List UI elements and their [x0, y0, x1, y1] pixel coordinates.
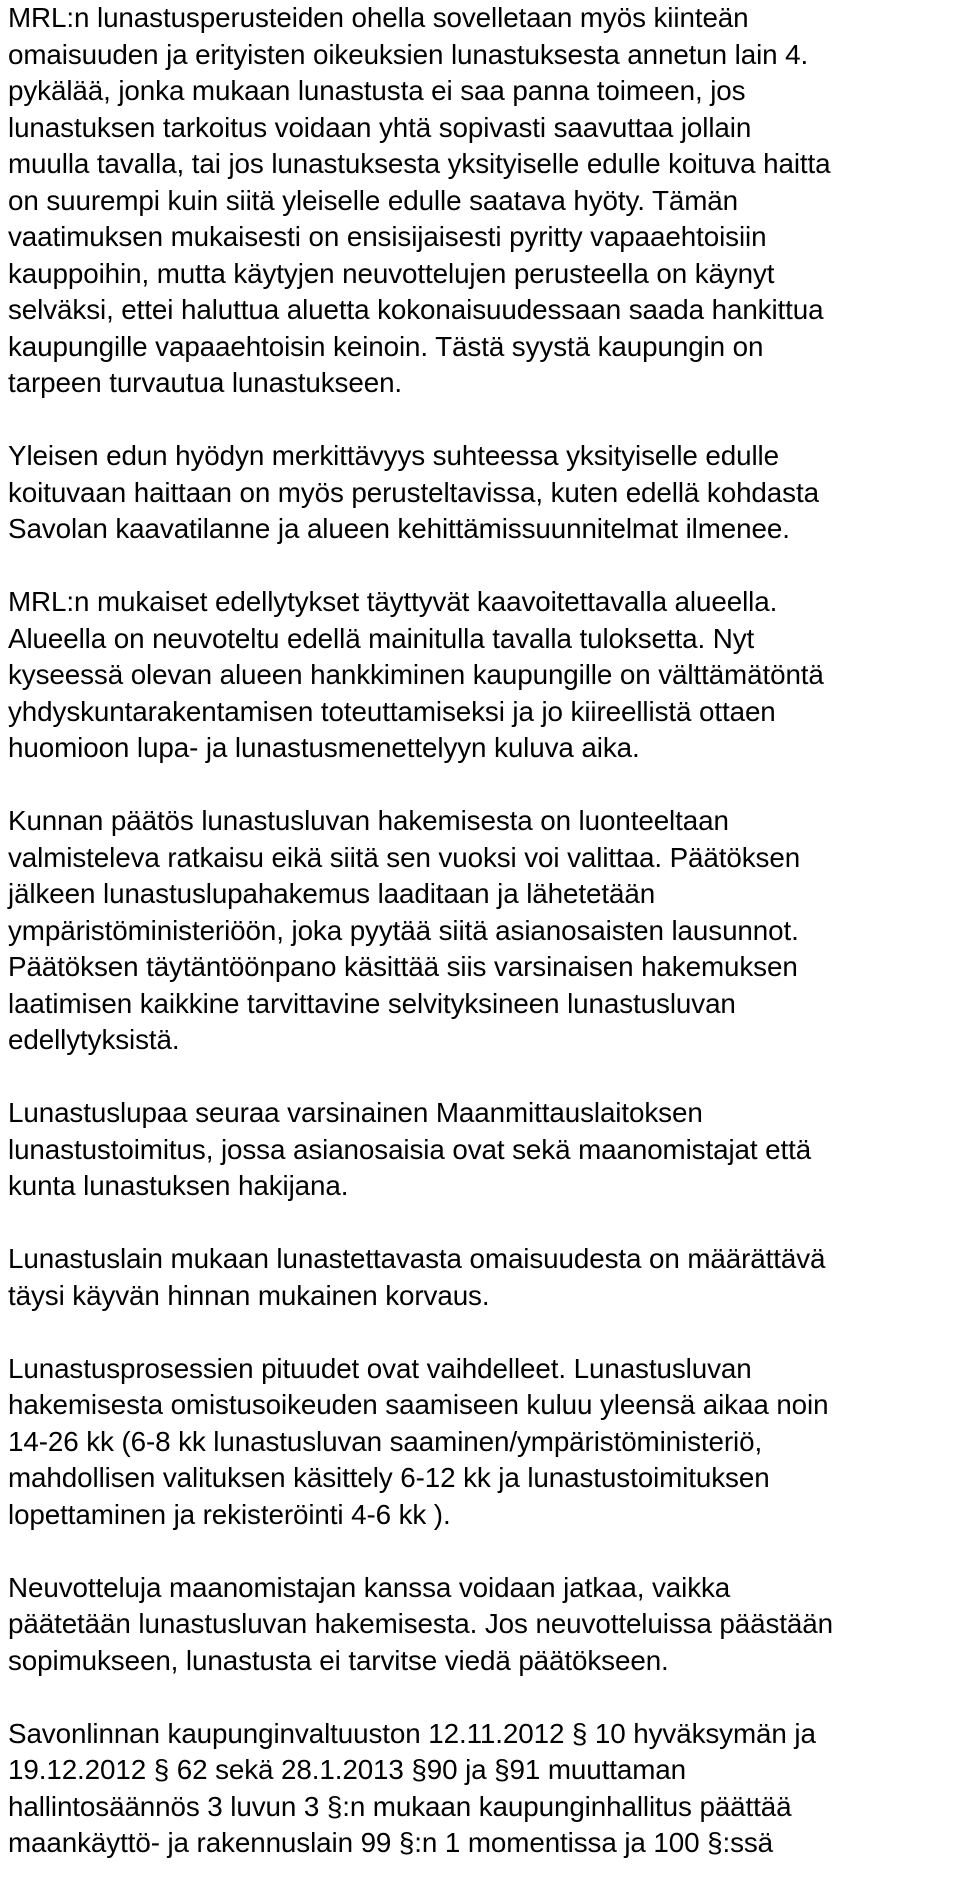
- text-line: yhdyskuntarakentamisen toteuttamiseksi ja jo kiireellistä ottaen: [8, 695, 776, 727]
- text-line: Päätöksen täytäntöönpano käsittää siis varsinaisen hakemuksen: [8, 951, 798, 982]
- text-line: 19.12.2012 § 62 sekä 28.1.2013 §90 ja §91 muuttaman: [8, 1754, 687, 1785]
- paragraph-municipal-decision: [8, 803, 956, 1059]
- text-line: vaatimuksen mukaisesti on ensisijaisesti pyritty vapaaehtoisiin: [8, 221, 767, 252]
- text-line: selväksi, ettei haluttua aluetta kokonaisuudessaan saada hankittua: [8, 294, 824, 325]
- text-line: kaupungille vapaaehtoisin keinoin. Tästä syystä kaupungin on: [8, 330, 764, 362]
- text-line: on suurempi kuin siitä yleiselle edulle saatava hyöty. Tämän: [8, 184, 738, 216]
- paragraph-mrl-conditions: [8, 584, 956, 767]
- paragraph-process-duration: [8, 1351, 956, 1534]
- text-line: kunta lunastuksen hakijana.: [8, 1170, 349, 1201]
- text-line: MRL:n mukaiset edellytykset täyttyvät kaavoitettavalla alueella.: [8, 586, 778, 617]
- text-line: ympäristöministeriöön, joka pyytää siitä asianosaisten lausunnot.: [8, 914, 799, 946]
- text-line: Kunnan päätös lunastusluvan hakemisesta on luonteeltaan: [8, 805, 729, 836]
- document-body: [8, 0, 956, 1862]
- text-line: lunastustoimitus, jossa asianosaisia ovat sekä maanomistajat että: [8, 1133, 812, 1165]
- paragraph-public-interest: [8, 438, 956, 548]
- text-line: mahdollisen valituksen käsittely 6-12 kk ja lunastustoimituksen: [8, 1462, 770, 1493]
- paragraph-redemption-grounds: [8, 0, 956, 402]
- text-line: kyseessä olevan alueen hankkiminen kaupungille on välttämätöntä: [8, 659, 824, 690]
- text-line: Savolan kaavatilanne ja alueen kehittämissuunnitelmat ilmenee.: [8, 513, 790, 544]
- text-line: Lunastuslain mukaan lunastettavasta omaisuudesta on määrättävä: [8, 1243, 826, 1274]
- text-line: Alueella on neuvoteltu edellä mainitulla tavalla tuloksetta. Nyt: [8, 622, 755, 654]
- text-line: omaisuuden ja erityisten oikeuksien lunastuksesta annetun lain 4.: [8, 38, 809, 70]
- text-line: edellytyksistä.: [8, 1024, 180, 1055]
- paragraph-council-regulation: [8, 1716, 956, 1862]
- paragraph-negotiations: [8, 1570, 956, 1680]
- text-line: Savonlinnan kaupunginvaltuuston 12.11.2012 § 10 hyväksymän ja: [8, 1717, 816, 1749]
- paragraph-compensation: [8, 1241, 956, 1314]
- text-line: täysi käyvän hinnan mukainen korvaus.: [8, 1279, 490, 1311]
- text-line: lunastuksen tarkoitus voidaan yhtä sopivasti saavuttaa jollain: [8, 111, 752, 143]
- text-line: 14-26 kk (6-8 kk lunastusluvan saaminen/ympäristöministeriö,: [8, 1425, 763, 1457]
- text-line: päätetään lunastusluvan hakemisesta. Jos neuvotteluissa päästään: [8, 1608, 833, 1639]
- text-line: jälkeen lunastuslupahakemus laaditaan ja lähetetään: [8, 878, 656, 909]
- text-line: Lunastusprosessien pituudet ovat vaihdelleet. Lunastusluvan: [8, 1352, 752, 1384]
- text-line: hallintosäännös 3 luvun 3 §:n mukaan kaupunginhallitus päättää: [8, 1790, 792, 1822]
- text-line: pykälää, jonka mukaan lunastusta ei saa panna toimeen, jos: [8, 75, 746, 106]
- text-line: Lunastuslupaa seuraa varsinainen Maanmittauslaitoksen: [8, 1097, 703, 1128]
- text-line: maankäyttö- ja rakennuslain 99 §:n 1 momentissa ja 100 §:ssä: [8, 1827, 774, 1858]
- text-line: huomioon lupa- ja lunastusmenettelyyn kuluva aika.: [8, 732, 640, 763]
- text-line: sopimukseen, lunastusta ei tarvitse viedä päätökseen.: [8, 1644, 669, 1676]
- paragraph-survey-procedure: [8, 1095, 956, 1205]
- text-line: muulla tavalla, tai jos lunastuksesta yksityiselle edulle koituva haitta: [8, 148, 831, 179]
- text-line: lopettaminen ja rekisteröinti 4-6 kk ).: [8, 1498, 451, 1530]
- text-line: tarpeen turvautua lunastukseen.: [8, 367, 403, 398]
- text-line: kauppoihin, mutta käytyjen neuvottelujen perusteella on käynyt: [8, 257, 775, 289]
- text-line: MRL:n lunastusperusteiden ohella sovelletaan myös kiinteän: [8, 2, 749, 33]
- text-line: laatimisen kaikkine tarvittavine selvityksineen lunastusluvan: [8, 987, 736, 1019]
- text-line: Neuvotteluja maanomistajan kanssa voidaan jatkaa, vaikka: [8, 1571, 731, 1603]
- text-line: valmisteleva ratkaisu eikä siitä sen vuoksi voi valittaa. Päätöksen: [8, 841, 801, 873]
- text-line: hakemisesta omistusoikeuden saamiseen kuluu yleensä aikaa noin: [8, 1389, 829, 1420]
- text-line: koituvaan haittaan on myös perusteltavissa, kuten edellä kohdasta: [8, 476, 819, 508]
- text-line: Yleisen edun hyödyn merkittävyys suhteessa yksityiselle edulle: [8, 440, 779, 471]
